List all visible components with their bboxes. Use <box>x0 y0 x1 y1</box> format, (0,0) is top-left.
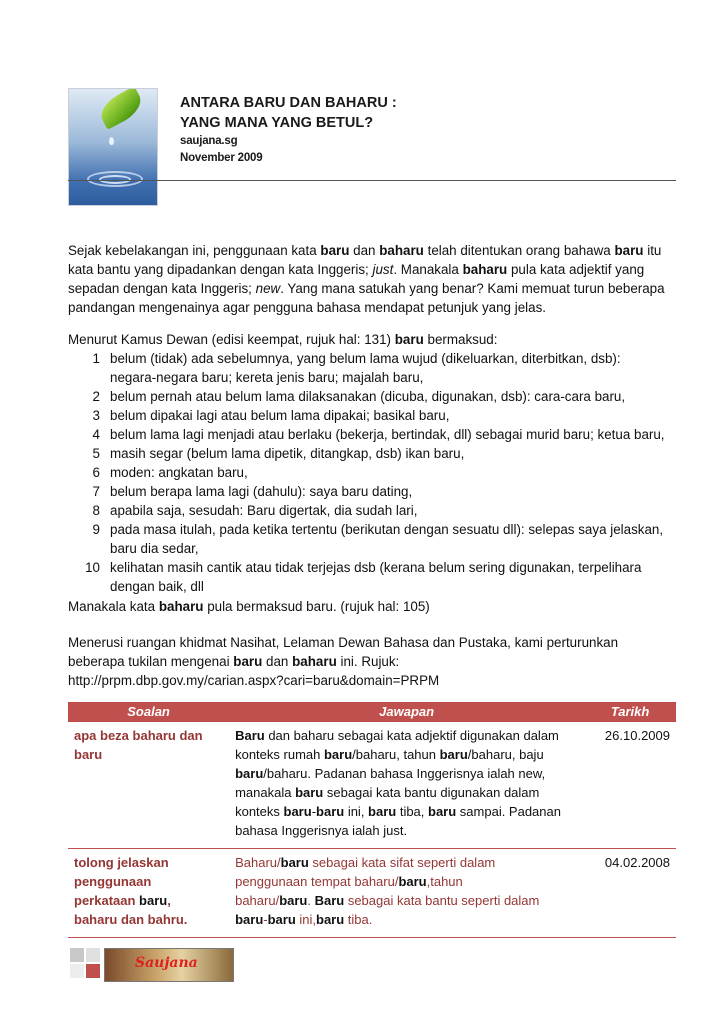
list-item: 7 belum berapa lama lagi (dahulu): saya baru dating, <box>92 484 413 499</box>
table-row <box>68 722 676 849</box>
list-item: 5 masih segar (belum lama dipetik, ditangkap, dsb) ikan baru, <box>92 446 465 461</box>
document-header <box>180 93 397 167</box>
footer-banner-logo: Saujana <box>104 948 234 982</box>
header-tarikh: Tarikh <box>584 702 676 722</box>
answer-cell: Baharu/baru sebagai kata sifat seperti dalam penggunaan tempat baharu/baru,tahun baharu/baru. Baru sebagai kata bantu seperti dalam baru-baru ini,baru tiba. <box>229 849 584 938</box>
leaf-water-drop-logo <box>68 88 158 206</box>
footer-square <box>70 948 84 962</box>
date-cell: 04.02.2008 <box>584 849 676 938</box>
title-line-1: ANTARA BARU DAN BAHARU : <box>180 95 397 111</box>
answer-cell: Baru dan baharu sebagai kata adjektif digunakan dalam konteks rumah baru/baharu, tahun baru/baharu, baju baru/baharu. Padanan bahasa Inggerisnya ialah new, manakala baru sebagai kata bantu digunakan dalam konteks baru-baru ini, baru tiba, baru sampai. Padanan bahasa Inggerisnya ialah just. <box>229 722 584 849</box>
list-item: 3 belum dipakai lagi atau belum lama dipakai; basikal baru, <box>92 408 450 423</box>
date-cell: 26.10.2009 <box>584 722 676 849</box>
list-item: 6 moden: angkatan baru, <box>92 465 248 480</box>
qa-table <box>68 702 676 938</box>
question-cell: tolong jelaskan penggunaan perkataan baru, baharu dan bahru. <box>68 849 229 938</box>
site-name: saujana.sg <box>180 135 238 147</box>
baharu-note: Manakala kata baharu pula bermaksud baru. (rujuk hal: 105) <box>68 599 430 614</box>
header-soalan: Soalan <box>68 702 229 722</box>
header-jawapan: Jawapan <box>229 702 584 722</box>
nasihat-paragraph: Menerusi ruangan khidmat Nasihat, Lelaman Dewan Bahasa dan Pustaka, kami perturunkan beberapa tukilan mengenai baru dan baharu ini. Rujuk: http://prpm.dbp.gov.my/carian.aspx?cari=baru&domain=PRPM <box>68 635 619 688</box>
footer-square <box>86 964 100 978</box>
intro-paragraph: Sejak kebelakangan ini, penggunaan kata baru dan baharu telah ditentukan orang bahawa baru itu kata bantu yang dipadankan dengan kata Inggeris; just. Manakala baharu pula kata adjektif yang sepadan dengan kata Inggeris; new. Yang mana satukah yang benar? Kami memuat turun beberapa pandangan mengenainya agar pengguna bahasa mendapat petunjuk yang jelas. <box>68 243 665 315</box>
list-item: 2 belum pernah atau belum lama dilaksanakan (dicuba, digunakan, dsb): cara-cara baru, <box>92 389 626 404</box>
header-divider <box>68 180 676 181</box>
table-header <box>68 702 676 722</box>
list-item: 9 pada masa itulah, pada ketika tertentu (berikutan dengan sesuatu dll): selepas saya jelaskan, baru dia sedar, <box>92 522 664 556</box>
kamus-lead: Menurut Kamus Dewan (edisi keempat, rujuk hal: 131) baru bermaksud: <box>68 332 498 347</box>
list-item: 8 apabila saja, sesudah: Baru digertak, dia sudah lari, <box>92 503 418 518</box>
definition-list <box>68 349 688 596</box>
list-item: 4 belum lama lagi menjadi atau berlaku (bekerja, bertindak, dll) sebagai murid baru; ketua baru, <box>92 427 665 442</box>
table-row <box>68 849 676 938</box>
footer-square <box>86 948 100 962</box>
reference-link[interactable]: http://prpm.dbp.gov.my/carian.aspx?cari=baru&domain=PRPM <box>68 673 440 688</box>
question-cell: apa beza baharu dan baru <box>68 722 229 849</box>
list-item: 1 belum (tidak) ada sebelumnya, yang belum lama wujud (dikeluarkan, diterbitkan, dsb): negara-negara baru; kereta jenis baru; majalah baru, <box>92 351 621 385</box>
footer-square <box>70 964 84 978</box>
publish-date: November 2009 <box>180 152 263 164</box>
title-line-2: YANG MANA YANG BETUL? <box>180 115 374 131</box>
list-item: 10 kelihatan masih cantik atau tidak terjejas dsb (kerana belum sering digunakan, terpelihara dengan baik, dll <box>85 560 642 594</box>
